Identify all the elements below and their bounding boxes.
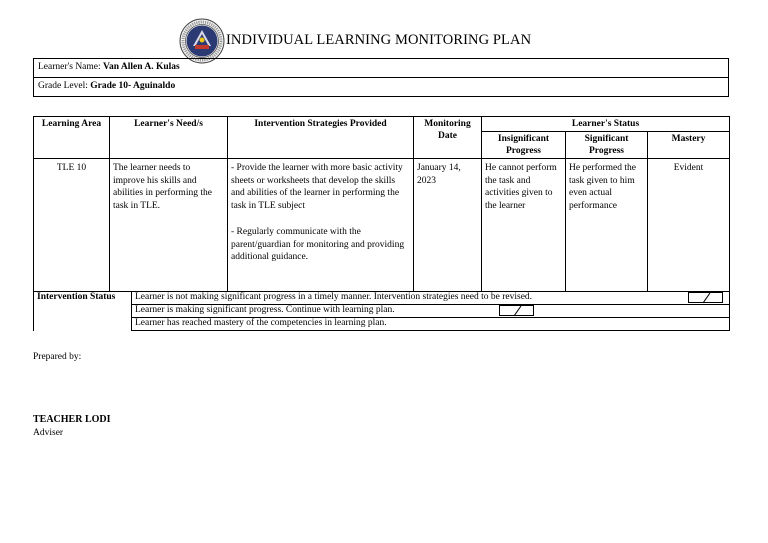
learner-name-label: Learner's Name:	[38, 62, 101, 72]
grade-level-cell	[34, 78, 729, 97]
intervention-status-table	[33, 291, 730, 331]
intervention-status-label: Intervention Status	[34, 292, 132, 331]
status-option-text: Learner is not making significant progress in a timely manner. Intervention strategies need to be revised.	[135, 292, 533, 302]
status-option-continue	[132, 305, 730, 318]
grade-level-label: Grade Level:	[38, 81, 88, 91]
learner-info-table	[33, 58, 729, 97]
status-option-mastery	[132, 318, 730, 331]
table-row	[34, 159, 730, 292]
learner-name-value: Van Allen A. Kulas	[103, 62, 180, 72]
header-mastery: Mastery	[648, 132, 730, 159]
header-insignificant-progress: Insignificant Progress	[482, 132, 566, 159]
header-strategies: Intervention Strategies Provided	[228, 117, 414, 159]
strategy-item-1: - Provide the learner with more basic activity sheets or worksheets that develop the skills and abilities of the learner in performing the task in TLE subject	[231, 163, 403, 211]
grade-level-value: Grade 10- Aguinaldo	[90, 81, 176, 91]
cell-insignificant-progress: He cannot perform the task and activities given to the learner	[482, 159, 566, 292]
cell-monitoring-date: January 14, 2023	[414, 159, 482, 292]
header-needs: Learner's Need/s	[110, 117, 228, 159]
prepared-by-label: Prepared by:	[33, 352, 82, 362]
status-option-text: Learner has reached mastery of the competencies in learning plan.	[135, 318, 387, 328]
strategy-item-2: - Regularly communicate with the parent/guardian for monitoring and providing additional guidance.	[231, 227, 405, 262]
checkbox-revise[interactable]	[688, 292, 723, 303]
cell-significant-progress: He performed the task given to him even actual performance	[566, 159, 648, 292]
teacher-role: Adviser	[33, 428, 64, 438]
cell-mastery: Evident	[648, 159, 730, 292]
header-monitoring-date: Monitoring Date	[414, 117, 482, 159]
document-title: INDIVIDUAL LEARNING MONITORING PLAN	[226, 32, 532, 48]
learner-name-cell	[34, 59, 729, 78]
status-option-text: Learner is making significant progress. Continue with learning plan.	[135, 305, 395, 315]
teacher-name: TEACHER LODI	[33, 414, 111, 425]
monitoring-plan-table	[33, 116, 730, 292]
header-learner-status: Learner's Status	[482, 117, 730, 132]
cell-learning-area: TLE 10	[34, 159, 110, 292]
cell-strategies	[228, 159, 414, 292]
header-learning-area: Learning Area	[34, 117, 110, 159]
header-significant-progress: Significant Progress	[566, 132, 648, 159]
cell-needs: The learner needs to improve his skills and abilities in performing the task in TLE.	[110, 159, 228, 292]
status-option-revise	[132, 292, 730, 305]
checkbox-continue[interactable]	[499, 305, 534, 316]
